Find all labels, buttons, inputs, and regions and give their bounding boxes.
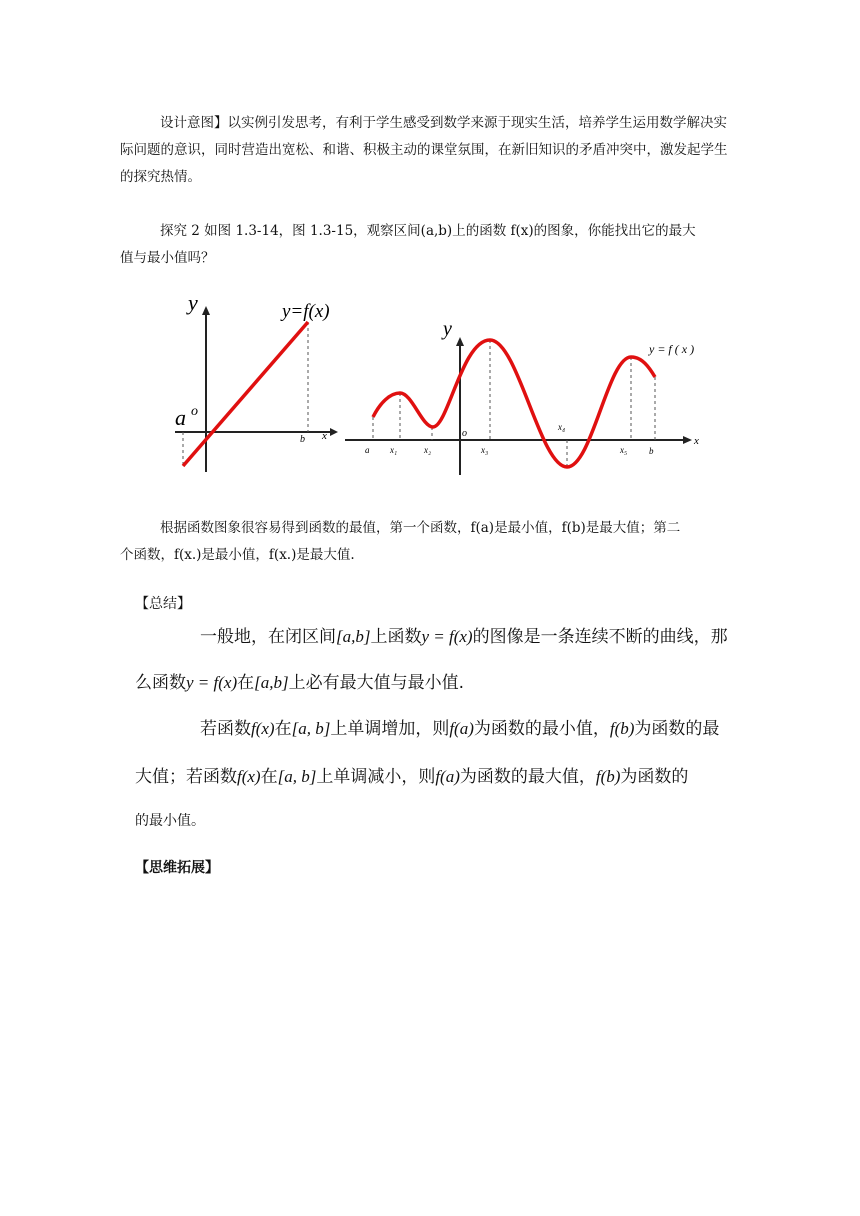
interval-ab: [a, b] (277, 767, 317, 786)
summary-text: 为函数的最大值， (459, 767, 596, 787)
summary-text: 在 (237, 673, 255, 693)
fx-expression: f(x) (251, 719, 275, 738)
summary-text: 的图像是一条连续不断的曲线，那 (472, 627, 728, 647)
summary-text: 为函数的 (620, 767, 689, 787)
y-axis-label: y (188, 290, 198, 315)
summary-text: 上单调增加，则 (330, 719, 450, 739)
fa-expression: f(a) (435, 767, 460, 786)
b-label: b (300, 434, 305, 445)
fb-expression: f(b) (609, 719, 635, 738)
x-axis-label: x (322, 430, 327, 442)
x-axis-arrow (330, 428, 338, 436)
summary-heading: 【总结】 (135, 596, 191, 612)
tick-dashed-lines (373, 340, 655, 467)
summary-line3 (135, 714, 775, 739)
summary-text: 在 (260, 767, 278, 787)
result-line1: 根据函数图象很容易得到函数的最值，第一个函数，f(a)是最小值，f(b)是最大值；第二 (160, 520, 681, 536)
tick-label-x1: x₁ (390, 445, 398, 455)
function-label: y = f ( x ) (649, 342, 695, 356)
tick-label-x4: x₄ (558, 422, 566, 432)
function-expression: y = f(x) (186, 673, 238, 692)
origin-label: o (191, 404, 198, 419)
summary-text: 为函数的最 (634, 719, 720, 739)
summary-line1 (135, 622, 775, 647)
tick-label-x2: x₂ (424, 445, 432, 455)
fa-expression: f(a) (449, 719, 474, 738)
extension-heading: 【思维拓展】 (135, 860, 219, 876)
summary-text: 若函数 (200, 719, 251, 739)
summary-line2 (135, 668, 775, 693)
y-axis-label: y (443, 318, 452, 340)
tick-label-a: a (365, 445, 370, 455)
fx-expression: f(x) (237, 767, 261, 786)
explore-question-line1: 探究 2 如图 1.3-14，图 1.3-15，观察区间(a,b)上的函数 f(x)的图象，你能找出它的最大 (160, 223, 696, 239)
tick-label-x5: x₅ (620, 445, 628, 455)
tick-label-x3: x₃ (481, 445, 489, 455)
summary-line4 (135, 762, 775, 787)
tick-label-b: b (649, 446, 654, 456)
function-line (183, 322, 308, 466)
summary-text: 么函数 (135, 673, 186, 693)
result-line2: 个函数，f(x.)是最小值，f(x.)是最大值. (120, 547, 355, 563)
figure-wave-function (340, 315, 710, 475)
function-curve (373, 340, 655, 467)
function-expression: y = f(x) (421, 627, 473, 646)
summary-text: 上必有最大值与最小值. (288, 673, 464, 693)
function-label: y=f(x) (282, 301, 330, 322)
x-axis-label: x (694, 435, 699, 447)
fb-expression: f(b) (595, 767, 621, 786)
summary-text: 一般地，在闭区间 (200, 627, 336, 647)
a-label: a (175, 405, 186, 430)
figure-linear-function (170, 290, 345, 480)
explore-question-line2: 值与最小值吗？ (120, 250, 215, 266)
summary-text: 为函数的最小值， (473, 719, 610, 739)
summary-line5: 的最小值。 (135, 813, 205, 829)
y-axis-arrow (456, 337, 464, 346)
design-intent-paragraph: 设计意图】以实例引发思考，有利于学生感受到数学来源于现实生活，培养学生运用数学解决实际问题的意识，同时营造出宽松、和谐、积极主动的课堂氛围，在新旧知识的矛盾冲突中，激发起学生的探究热情。 (120, 115, 728, 185)
origin-label: o (462, 428, 467, 439)
summary-text: 在 (274, 719, 292, 739)
interval-ab: [a,b] (336, 627, 371, 646)
summary-text: 上单调减小，则 (316, 767, 436, 787)
summary-text: 上函数 (370, 627, 422, 647)
interval-ab: [a,b] (254, 673, 289, 692)
x-axis-arrow (683, 436, 692, 444)
summary-text: 大值；若函数 (135, 767, 237, 787)
interval-ab: [a, b] (291, 719, 331, 738)
y-axis-arrow (202, 306, 210, 315)
